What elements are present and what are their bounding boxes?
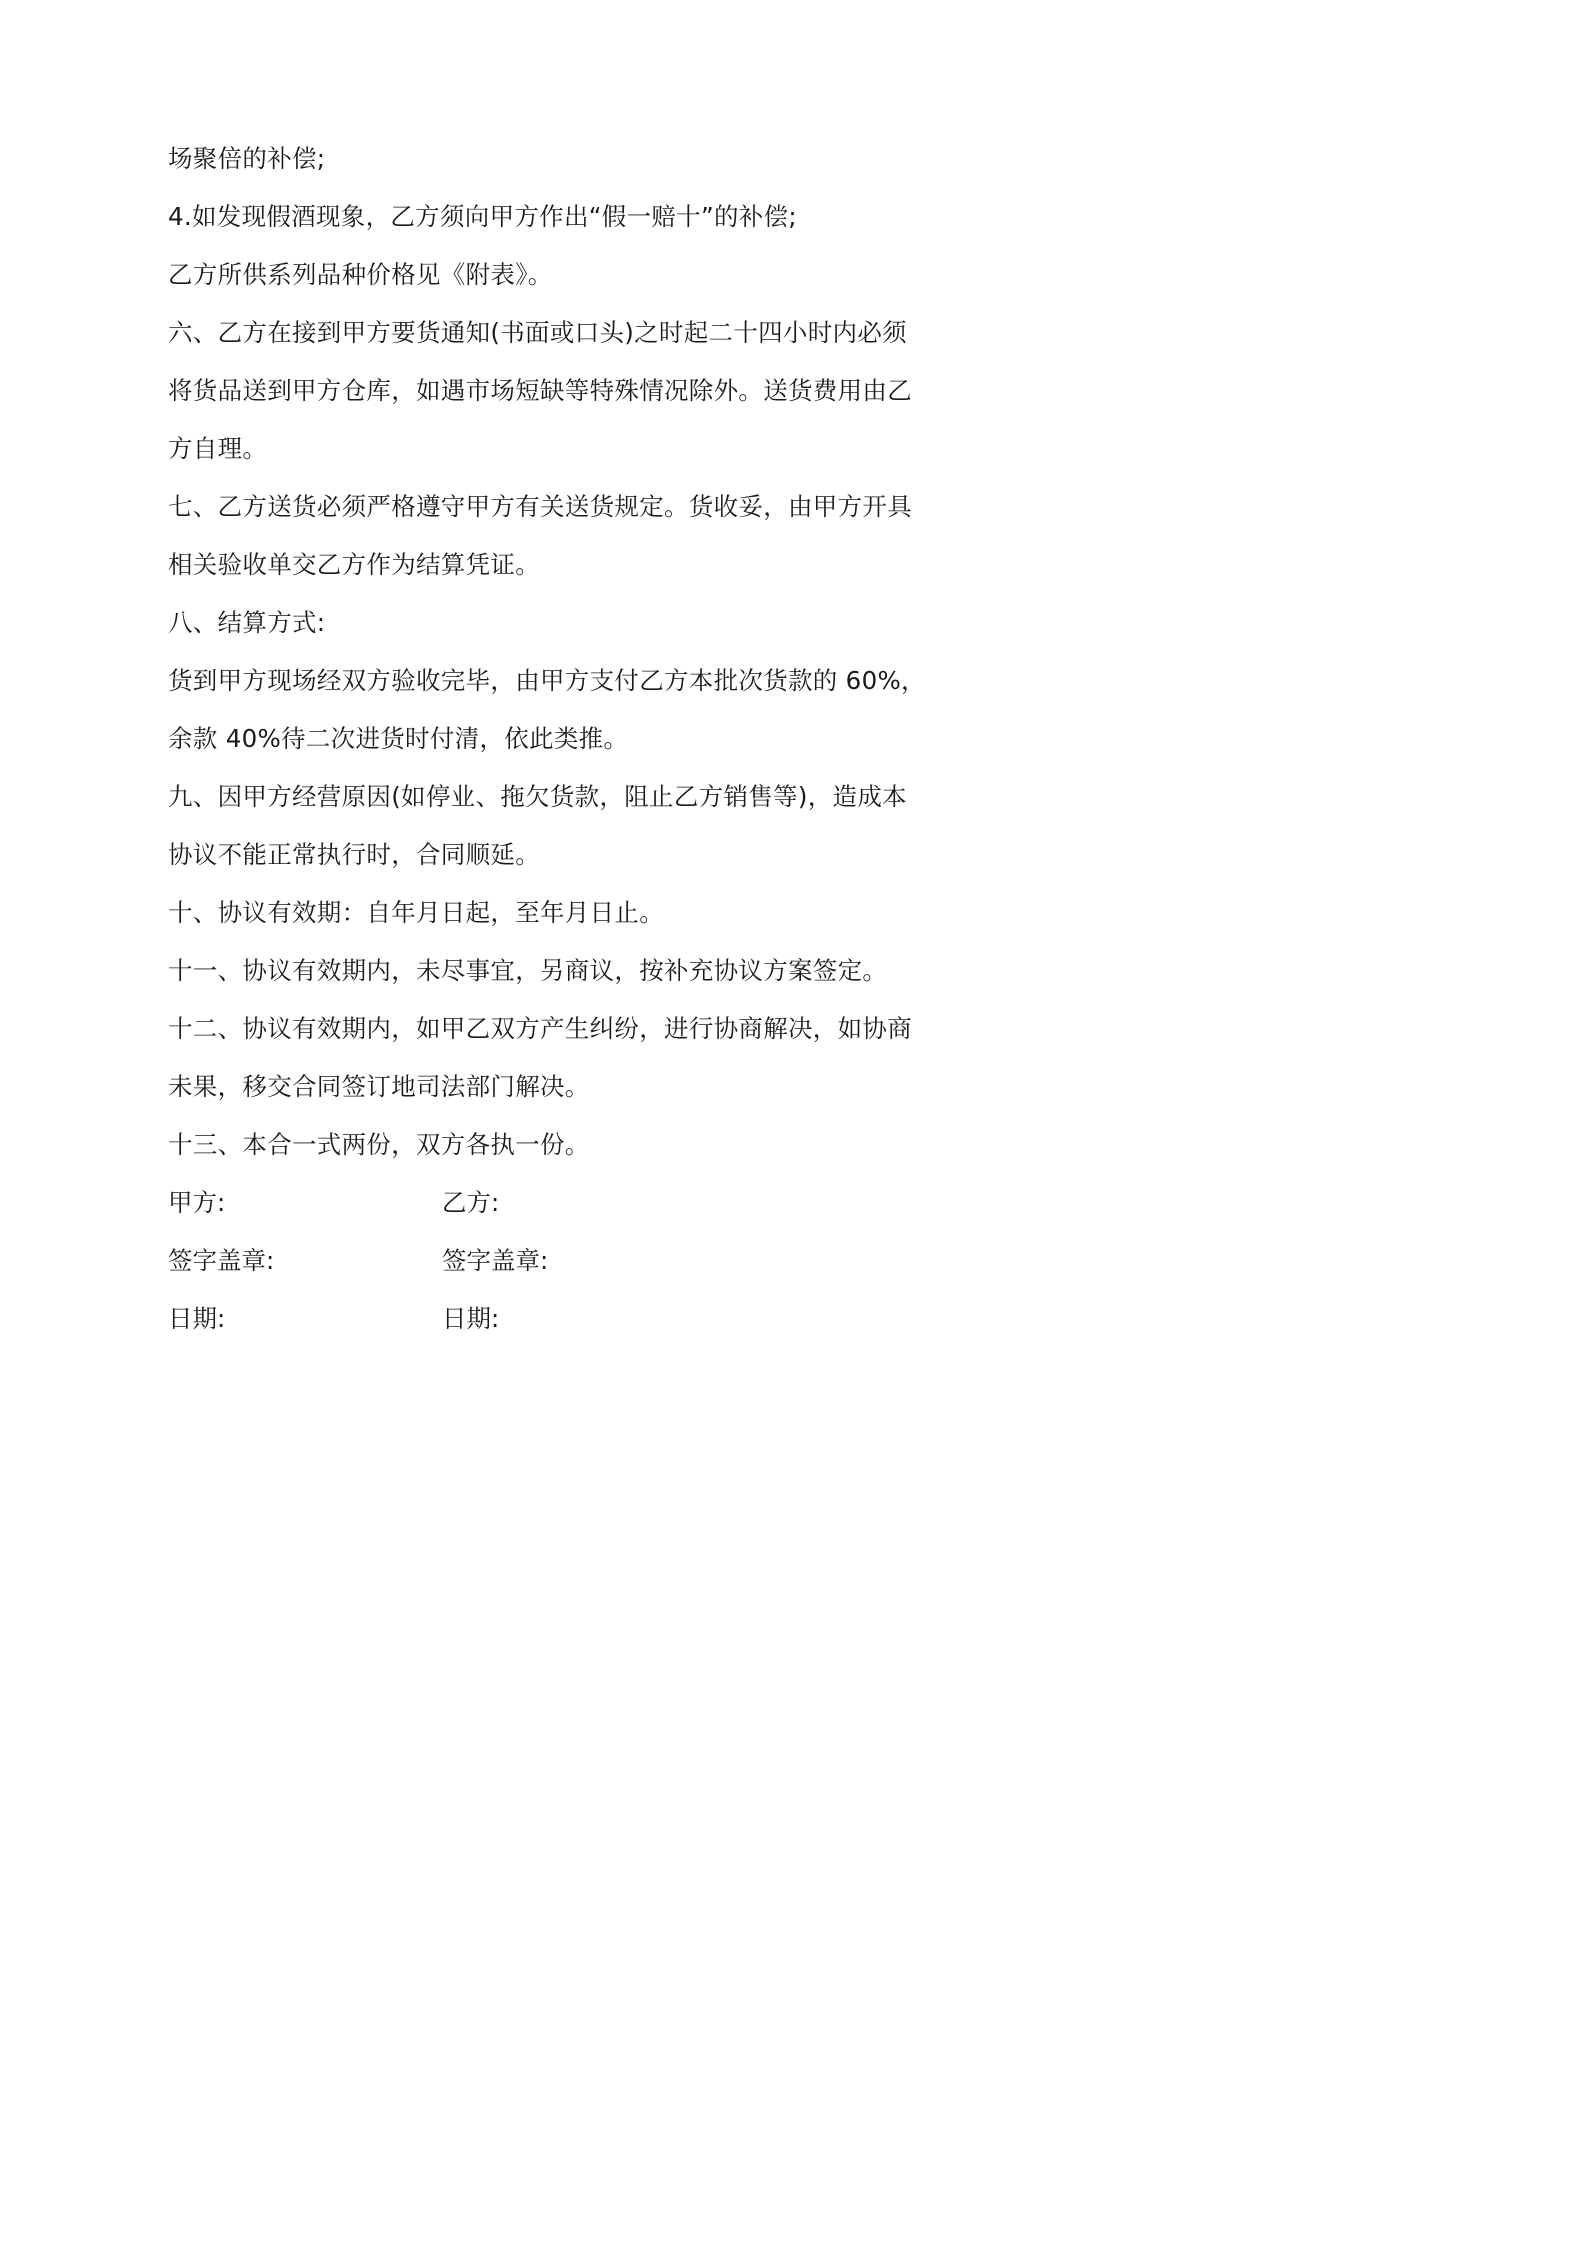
text-line: 十三、本合一式两份，双方各执一份。: [168, 1130, 590, 1159]
text-line: 十、协议有效期：自年月日起，至年月日止。: [168, 898, 664, 927]
text-line: 九、因甲方经营原因(如停业、拖欠货款，阻止乙方销售等)，造成本: [168, 782, 907, 811]
text-line: 八、结算方式:: [168, 608, 326, 637]
party-a-date-label: 日期:: [168, 1304, 226, 1333]
text-line: 将货品送到甲方仓库，如遇市场短缺等特殊情况除外。送货费用由乙: [168, 376, 912, 405]
text-line: 未果，移交合同签订地司法部门解决。: [168, 1072, 590, 1101]
party-b-label: 乙方:: [442, 1188, 500, 1217]
document-page: [0, 0, 1110, 1564]
party-a-label: 甲方:: [168, 1188, 226, 1217]
text-line: 七、乙方送货必须严格遵守甲方有关送货规定。货收妥，由甲方开具: [168, 492, 912, 521]
text-line: 货到甲方现场经双方验收完毕，由甲方支付乙方本批次货款的 60%，: [168, 666, 926, 695]
date-row: [168, 1298, 958, 1356]
party-b-seal-label: 签字盖章:: [442, 1246, 549, 1275]
text-line: 十一、协议有效期内，未尽事宜，另商议，按补充协议方案签定。: [168, 956, 888, 985]
party-a-seal-label: 签字盖章:: [168, 1246, 275, 1275]
text-line: 方自理。: [168, 434, 268, 463]
seal-row: [168, 1240, 958, 1298]
text-line: 十二、协议有效期内，如甲乙双方产生纠纷，进行协商解决，如协商: [168, 1014, 912, 1043]
text-line: 乙方所供系列品种价格见《附表》。: [168, 260, 553, 289]
text-line: 六、乙方在接到甲方要货通知(书面或口头)之时起二十四小时内必须: [168, 318, 907, 347]
document-body: [168, 138, 958, 1356]
text-line: 场聚倍的补偿;: [168, 144, 326, 173]
text-line: 4.如发现假酒现象，乙方须向甲方作出“假一赔十”的补偿;: [168, 202, 797, 231]
text-line: 协议不能正常执行时，合同顺延。: [168, 840, 540, 869]
party-b-date-label: 日期:: [442, 1304, 500, 1333]
text-line: 相关验收单交乙方作为结算凭证。: [168, 550, 540, 579]
party-row: [168, 1182, 958, 1240]
text-line: 余款 40%待二次进货时付清，依此类推。: [168, 724, 629, 753]
